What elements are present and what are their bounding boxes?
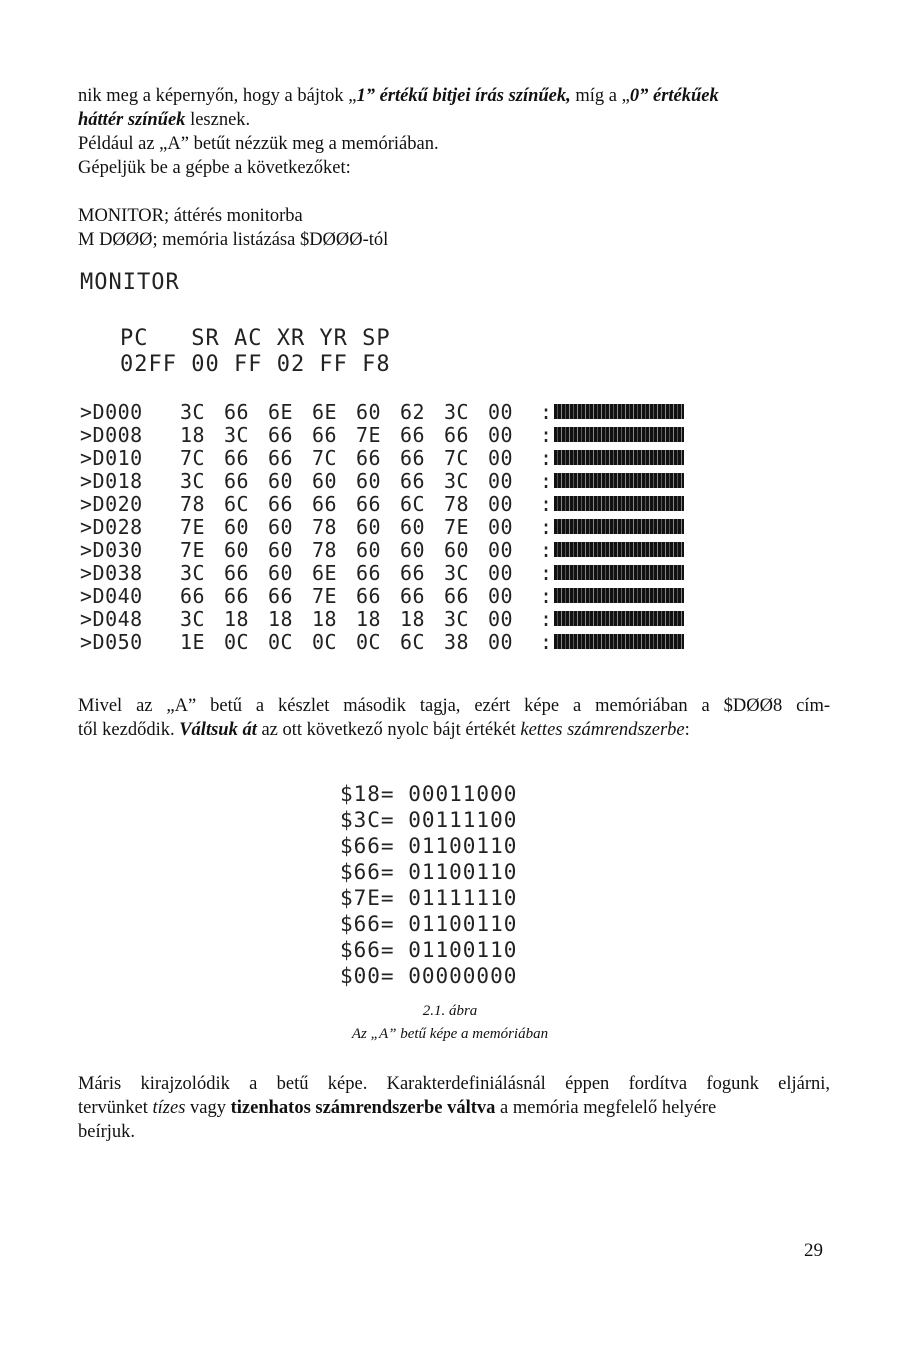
memory-byte: 66 [268,422,294,447]
memory-byte: 00 [488,491,514,516]
memory-byte: 66 [268,583,294,608]
character-glyph-preview [554,404,684,419]
memory-row [80,630,684,653]
memory-byte: 60 [400,514,426,539]
character-glyph-preview [554,519,684,534]
memory-byte: 0C [224,629,250,654]
memory-byte: 60 [356,514,382,539]
memory-byte: 66 [224,399,250,424]
memory-byte: 7E [312,583,338,608]
memory-byte: 7E [180,537,206,562]
memory-byte: 62 [400,399,426,424]
character-glyph-preview [554,473,684,488]
memory-address: >D040 [80,583,143,608]
memory-byte: 66 [400,422,426,447]
memory-byte: 60 [224,514,250,539]
memory-byte: 66 [312,422,338,447]
row-separator: : [540,629,553,654]
memory-byte: 60 [312,468,338,493]
figure-number: 2.1. ábra [422,1003,478,1019]
memory-address: >D038 [80,560,143,585]
register-header: PC SR AC XR YR SP [120,326,391,351]
conversion-row: $7E= 01111110 [340,886,518,910]
memory-byte: 60 [356,399,382,424]
figure-caption: Az „A” betű képe a memóriában [351,1026,549,1042]
memory-byte: 3C [444,606,470,631]
memory-byte: 7C [444,445,470,470]
row-separator: : [540,560,553,585]
conversion-row: $66= 01100110 [340,834,518,858]
memory-byte: 3C [180,468,206,493]
memory-row [80,584,684,607]
character-glyph-preview [554,450,684,465]
memory-byte: 7E [356,422,382,447]
memory-byte: 66 [224,445,250,470]
memory-address: >D020 [80,491,143,516]
page-number: 29 [804,1240,823,1261]
memory-byte: 66 [356,491,382,516]
row-separator: : [540,468,553,493]
intro-line-2: háttér színűek lesznek. [78,110,251,130]
screen-title: MONITOR [80,270,180,295]
memory-byte: 78 [180,491,206,516]
memory-byte: 66 [268,445,294,470]
memory-byte: 00 [488,468,514,493]
memory-byte: 3C [224,422,250,447]
row-separator: : [540,537,553,562]
memory-address: >D000 [80,399,143,424]
row-separator: : [540,399,553,424]
character-glyph-preview [554,565,684,580]
explain-paragraph [78,694,830,742]
intro-paragraph [78,84,830,180]
memory-row [80,423,684,446]
memory-byte: 18 [312,606,338,631]
memory-byte: 60 [224,537,250,562]
memory-byte: 6E [312,399,338,424]
closing-paragraph [78,1072,830,1144]
memory-byte: 3C [180,560,206,585]
closing-line-2: tervünket tízes vagy tizenhatos számrendszerbe váltva a memória megfelelő helyére [78,1098,717,1118]
memory-byte: 60 [356,468,382,493]
memory-byte: 00 [488,514,514,539]
memory-byte: 3C [444,560,470,585]
memory-byte: 60 [356,537,382,562]
memory-byte: 7E [180,514,206,539]
conversion-row: $3C= 00111100 [340,808,518,832]
intro-line-4: Gépeljük be a gépbe a következőket: [78,158,351,178]
memory-address: >D030 [80,537,143,562]
command-memory-list: M DØØØ; memória listázása $DØØØ-tól [78,230,389,250]
memory-byte: 6C [224,491,250,516]
memory-byte: 18 [180,422,206,447]
memory-byte: 78 [312,537,338,562]
memory-byte: 0C [356,629,382,654]
memory-byte: 7C [180,445,206,470]
memory-row [80,607,684,630]
explain-line-1: Mivel az „A” betű a készlet második tagja, ezért képe a memóriában a $DØØ8 cím- [78,696,830,716]
memory-byte: 00 [488,399,514,424]
memory-byte: 6E [312,560,338,585]
memory-address: >D028 [80,514,143,539]
binary-conversion [340,782,517,990]
memory-byte: 66 [444,422,470,447]
memory-byte: 6C [400,491,426,516]
memory-byte: 66 [224,583,250,608]
memory-byte: 66 [180,583,206,608]
row-separator: : [540,583,553,608]
memory-row [80,561,684,584]
memory-byte: 7C [312,445,338,470]
memory-byte: 78 [312,514,338,539]
memory-byte: 66 [356,583,382,608]
memory-byte: 66 [444,583,470,608]
closing-line-1: Máris kirajzolódik a betű képe. Karakterdefiniálásnál éppen fordítva fogunk eljárni, [78,1074,830,1094]
memory-byte: 00 [488,629,514,654]
memory-byte: 66 [268,491,294,516]
memory-byte: 66 [356,445,382,470]
memory-byte: 00 [488,445,514,470]
memory-listing [80,400,684,653]
character-glyph-preview [554,542,684,557]
character-glyph-preview [554,496,684,511]
memory-byte: 60 [400,537,426,562]
memory-row [80,515,684,538]
character-glyph-preview [554,634,684,649]
memory-byte: 18 [356,606,382,631]
conversion-row: $18= 00011000 [340,782,518,806]
memory-address: >D048 [80,606,143,631]
memory-address: >D010 [80,445,143,470]
memory-row [80,469,684,492]
commands-block [78,204,830,252]
explain-line-2: től kezdődik. Váltsuk át az ott következő nyolc bájt értékét kettes számrendszerbe: [78,720,690,740]
row-separator: : [540,445,553,470]
memory-address: >D050 [80,629,143,654]
memory-byte: 1E [180,629,206,654]
memory-byte: 66 [400,468,426,493]
memory-byte: 60 [268,468,294,493]
memory-byte: 6E [268,399,294,424]
memory-byte: 66 [400,560,426,585]
memory-byte: 0C [312,629,338,654]
memory-byte: 7E [444,514,470,539]
row-separator: : [540,514,553,539]
closing-line-3: beírjuk. [78,1122,136,1142]
row-separator: : [540,606,553,631]
memory-byte: 66 [224,560,250,585]
register-values: 02FF 00 FF 02 FF F8 [120,352,391,377]
memory-byte: 60 [268,514,294,539]
memory-row [80,446,684,469]
memory-byte: 60 [268,537,294,562]
character-glyph-preview [554,427,684,442]
memory-byte: 00 [488,422,514,447]
intro-line-1: nik meg a képernyőn, hogy a bájtok „1” értékű bitjei írás színűek, míg a „0” értékűek [78,86,719,106]
memory-byte: 3C [444,399,470,424]
row-separator: : [540,491,553,516]
memory-byte: 00 [488,537,514,562]
memory-byte: 0C [268,629,294,654]
memory-byte: 00 [488,583,514,608]
memory-byte: 3C [444,468,470,493]
memory-byte: 66 [224,468,250,493]
row-separator: : [540,422,553,447]
memory-byte: 00 [488,560,514,585]
character-glyph-preview [554,588,684,603]
intro-line-3: Például az „A” betűt nézzük meg a memóriában. [78,134,439,154]
memory-byte: 18 [268,606,294,631]
memory-row [80,538,684,561]
conversion-row: $66= 01100110 [340,860,518,884]
conversion-row: $66= 01100110 [340,938,518,962]
memory-byte: 3C [180,399,206,424]
memory-byte: 18 [224,606,250,631]
memory-row [80,492,684,515]
memory-byte: 60 [268,560,294,585]
memory-byte: 6C [400,629,426,654]
memory-address: >D008 [80,422,143,447]
memory-byte: 66 [356,560,382,585]
conversion-row: $66= 01100110 [340,912,518,936]
command-monitor: MONITOR; áttérés monitorba [78,206,303,226]
memory-byte: 78 [444,491,470,516]
memory-byte: 66 [400,583,426,608]
memory-byte: 3C [180,606,206,631]
memory-byte: 00 [488,606,514,631]
memory-byte: 66 [400,445,426,470]
memory-address: >D018 [80,468,143,493]
conversion-row: $00= 00000000 [340,964,518,988]
memory-byte: 66 [312,491,338,516]
memory-byte: 38 [444,629,470,654]
memory-byte: 60 [444,537,470,562]
memory-byte: 18 [400,606,426,631]
character-glyph-preview [554,611,684,626]
memory-row [80,400,684,423]
